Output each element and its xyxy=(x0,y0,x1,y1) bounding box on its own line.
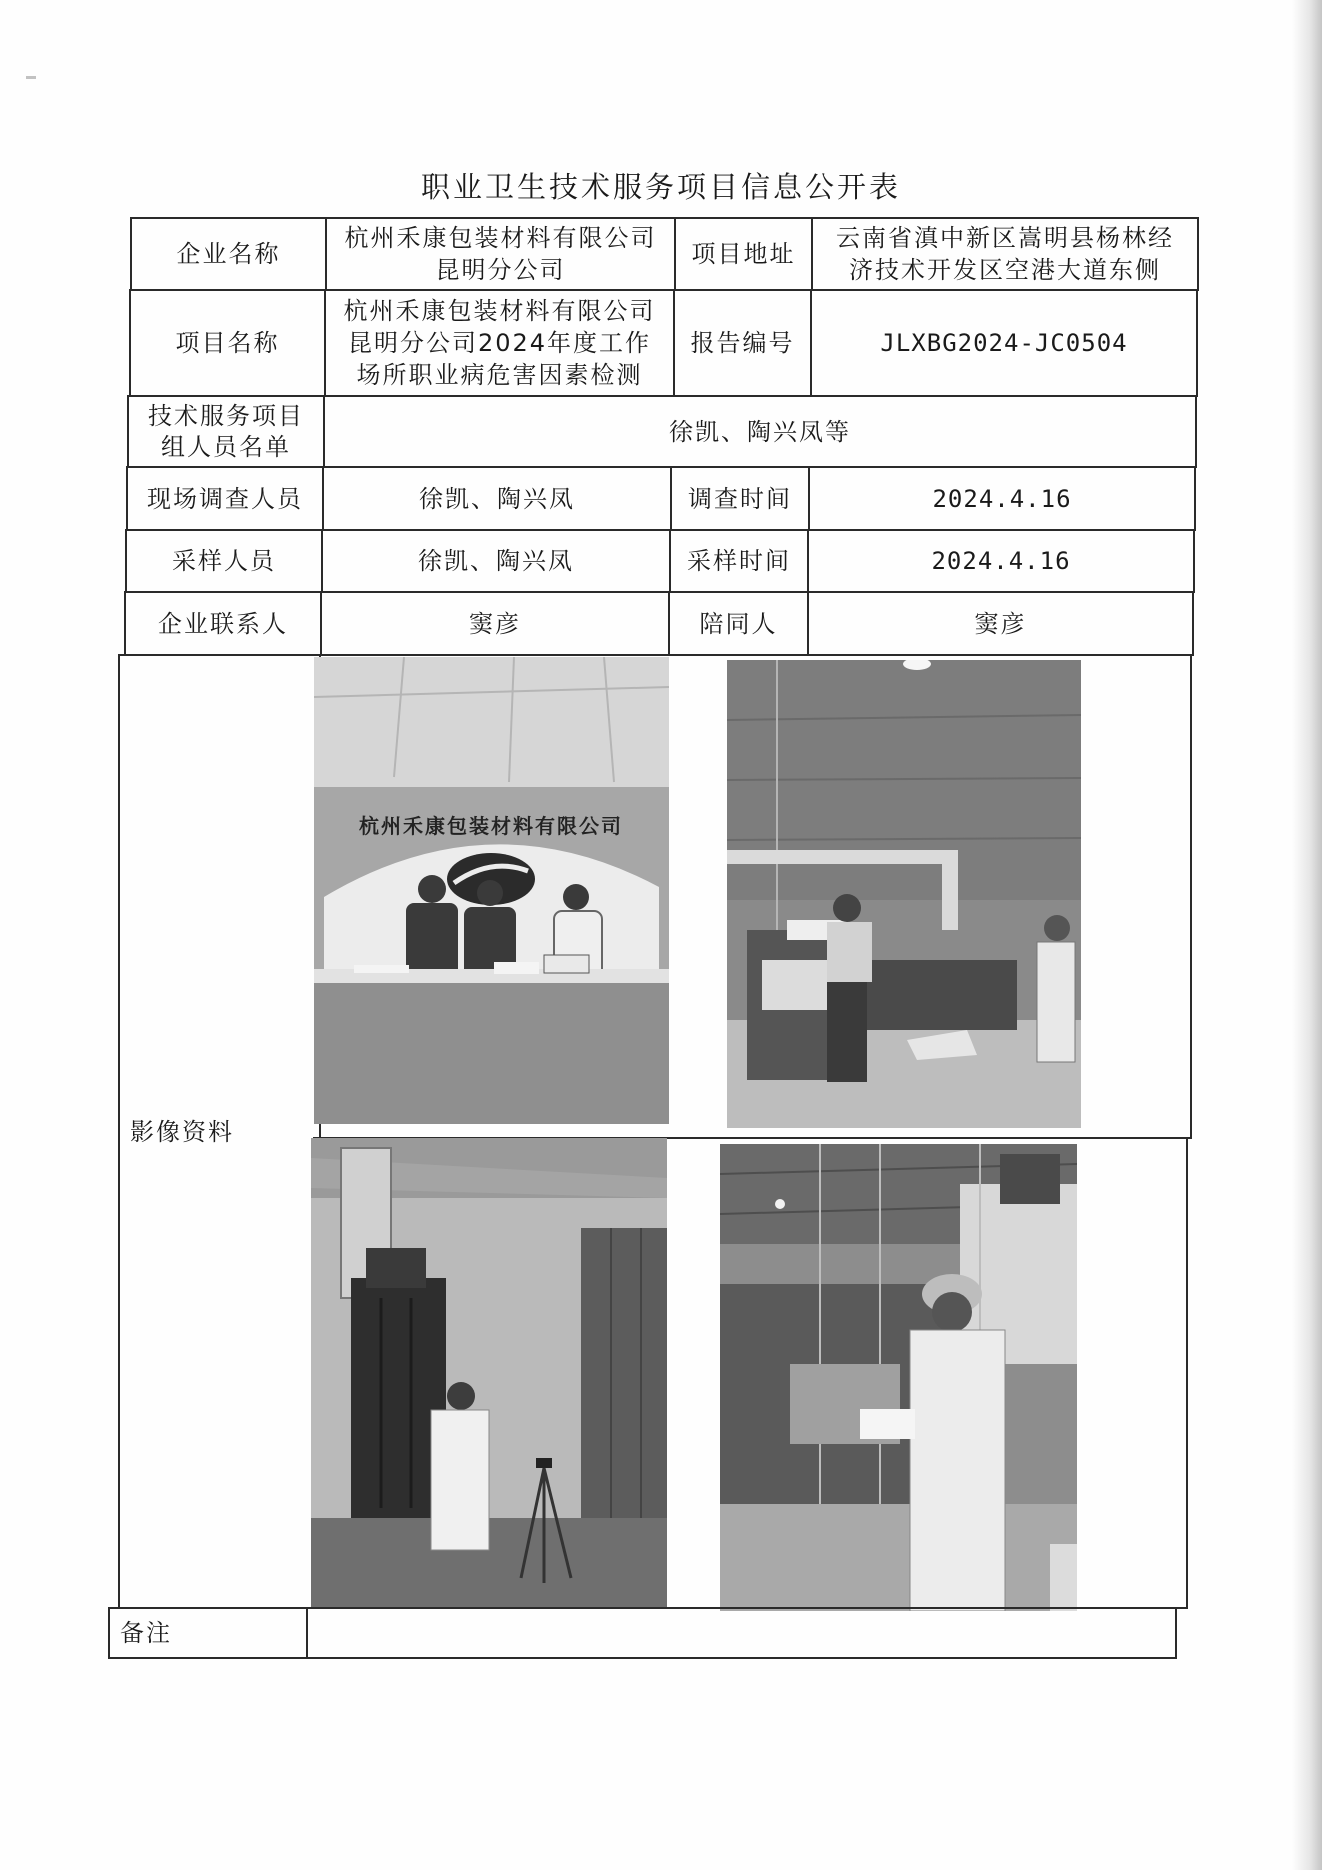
accompany-label: 陪同人 xyxy=(668,591,809,656)
sampling-time-value: 2024.4.16 xyxy=(807,529,1195,593)
photo1-sign-text: 杭州禾康包装材料有限公司 xyxy=(359,814,623,838)
photo-reception-desk xyxy=(314,657,669,1124)
report-number-value: JLXBG2024-JC0504 xyxy=(810,289,1198,397)
project-name-value: 杭州禾康包装材料有限公司 昆明分公司2024年度工作 场所职业病危害因素检测 xyxy=(324,289,675,397)
enterprise-name-label: 企业名称 xyxy=(130,217,327,291)
sampling-staff-value: 徐凯、陶兴凤 xyxy=(321,529,671,593)
report-number-label: 报告编号 xyxy=(673,289,812,397)
team-members-value: 徐凯、陶兴凤等 xyxy=(323,395,1197,468)
survey-time-label: 调查时间 xyxy=(670,466,810,531)
project-name-label: 项目名称 xyxy=(129,289,326,397)
enterprise-name-value: 杭州禾康包装材料有限公司 昆明分公司 xyxy=(325,217,676,291)
project-address-label: 项目地址 xyxy=(674,217,813,291)
accompany-value: 窦彦 xyxy=(807,591,1194,656)
survey-staff-label: 现场调查人员 xyxy=(126,466,324,531)
scan-speck xyxy=(26,76,36,79)
image-materials-label: 影像资料 xyxy=(118,654,321,1609)
photo-workshop-machine xyxy=(727,660,1081,1128)
sampling-staff-label: 采样人员 xyxy=(125,529,323,593)
document-title: 职业卫生技术服务项目信息公开表 xyxy=(420,170,901,204)
survey-staff-value: 徐凯、陶兴凤 xyxy=(322,466,672,531)
photo-baler-machine xyxy=(311,1138,667,1607)
remarks-label: 备注 xyxy=(108,1607,308,1659)
survey-time-value: 2024.4.16 xyxy=(808,466,1196,531)
project-address-value: 云南省滇中新区嵩明县杨林经 济技术开发区空港大道东侧 xyxy=(811,217,1199,291)
remarks-value xyxy=(306,1607,1177,1659)
enterprise-contact-label: 企业联系人 xyxy=(124,591,322,656)
team-members-label: 技术服务项目 组人员名单 xyxy=(127,395,325,468)
enterprise-contact-value: 窦彦 xyxy=(320,591,670,656)
photo-production-line xyxy=(720,1144,1077,1611)
sampling-time-label: 采样时间 xyxy=(669,529,809,593)
scan-edge-shadow xyxy=(1292,0,1322,1870)
